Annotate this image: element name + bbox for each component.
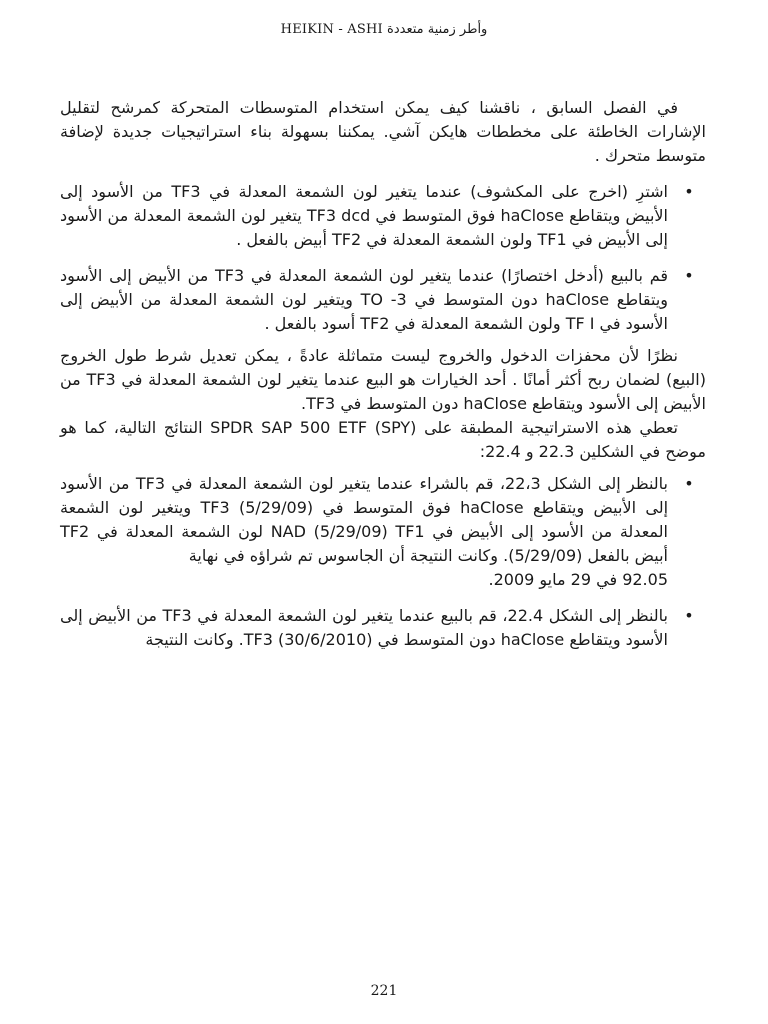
list-item-text: اشترِ (اخرج على المكشوف) عندما يتغير لون الشمعة المعدلة في TF3 من الأسود إلى الأبيض ويتقاطع haClose فوق المتوسط في TF3 dcd يتغير لون الشمعة المعدلة من الأسود إلى الأبيض في TF1 ولون الشمعة المعدلة في TF2 أبيض بالفعل . — [60, 182, 669, 249]
results-paragraph: تعطي هذه الاستراتيجية المطبقة على SPDR SAP 500 ETF (SPY) النتائج التالية، كما هو موضح في الشكلين 22.3 و 22.4: — [60, 418, 706, 461]
list-item — [60, 180, 706, 252]
running-header — [0, 22, 768, 37]
exit-paragraph: نظرًا لأن محفزات الدخول والخروج ليست متماثلة عادةً ، يمكن تعديل شرط طول الخروج (البيع) لضمان ربح أكثر أمانًا . أحد الخيارات هو البيع عندما يتغير لون الشمعة المعدلة في TF3 من الأبيض إلى الأسود ويتقاطع haClose دون المتوسط في TF3. — [60, 346, 706, 413]
bullet-icon: • — [684, 266, 694, 285]
list-item-text: بالنظر إلى الشكل 22.4، قم بالبيع عندما يتغير لون الشمعة المعدلة في TF3 من الأبيض إلى الأسود ويتقاطع haClose دون المتوسط في TF3 (30/6/2010). وكانت النتيجة — [60, 606, 669, 649]
list-item-continuation: 92.05 في 29 مايو 2009. — [488, 570, 668, 589]
header-title-latin: HEIKIN - ASHI — [280, 22, 383, 37]
bullet-icon: • — [684, 606, 694, 625]
bullet-icon: • — [684, 474, 694, 493]
intro-paragraph: في الفصل السابق ، ناقشنا كيف يمكن استخدام المتوسطات المتحركة كمرشح لتقليل الإشارات الخاطئة على مخططات هايكن آشي. يمكننا بسهولة بناء استراتيجيات جديدة لإضافة متوسط متحرك . — [60, 98, 706, 165]
page-number: 221 — [370, 983, 398, 999]
rules-list — [60, 180, 706, 336]
list-item-text: بالنظر إلى الشكل 22،3، قم بالشراء عندما يتغير لون الشمعة المعدلة في TF3 من الأسود إلى الأبيض ويتقاطع haClose فوق المتوسط في TF3 (5/29/09) ويتغير لون الشمعة المعدلة من الأسود إلى الأبيض في NAD (5/29/09) TF1 لون الشمعة المعدلة في TF2 أبيض بالفعل (5/29/09). وكانت النتيجة أن الجاسوس تم شراؤه في نهاية — [60, 474, 669, 565]
bullet-icon: • — [684, 182, 694, 201]
list-item-text: قم بالبيع (أدخل اختصارًا) عندما يتغير لون الشمعة المعدلة في TF3 من الأبيض إلى الأسود ويتقاطع haClose دون المتوسط في TO -3 ويتغير لون الشمعة المعدلة من الأبيض إلى الأسود في TF I ولون الشمعة المعدلة في TF2 أسود بالفعل . — [60, 266, 669, 333]
page-body — [60, 96, 706, 652]
results-list — [60, 472, 706, 652]
list-item — [60, 472, 706, 592]
list-item — [60, 604, 706, 652]
header-title-arabic: وأطر زمنية متعددة — [387, 22, 488, 37]
list-item — [60, 264, 706, 336]
